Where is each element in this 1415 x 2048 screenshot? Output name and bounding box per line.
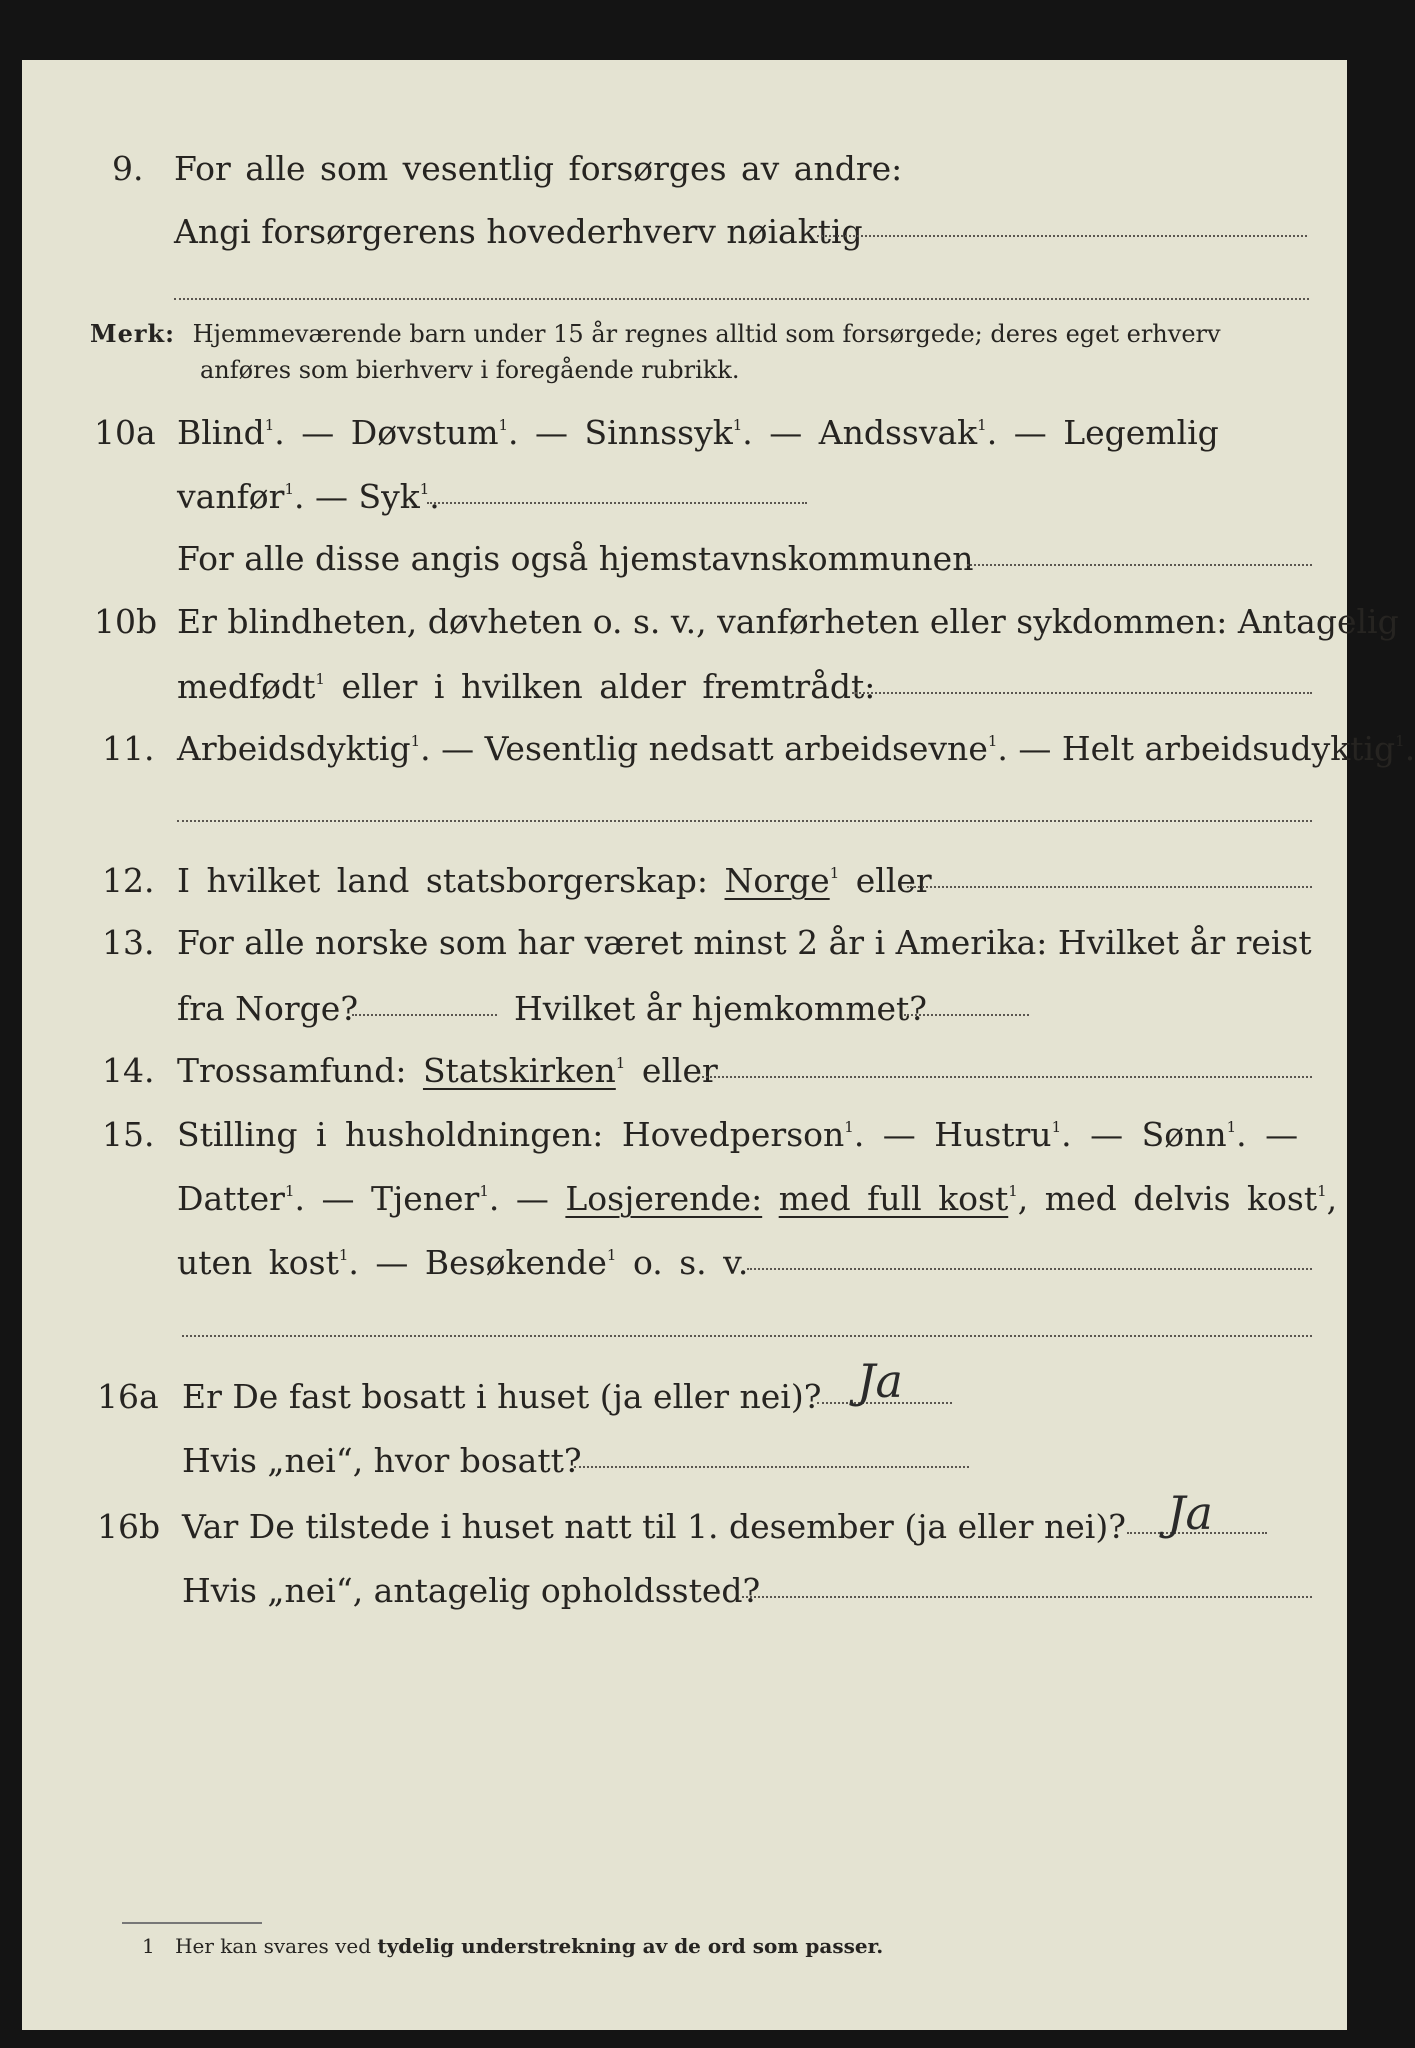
item-16a-handwritten-answer: Ja	[857, 1354, 903, 1408]
footnote-rule	[122, 1922, 262, 1924]
item-13-number: 13.	[102, 923, 155, 962]
option-legemlig[interactable]: Legemlig	[1063, 413, 1219, 452]
item-13-fra: fra Norge?	[177, 989, 359, 1028]
item-9-answer-line-2[interactable]	[174, 298, 1309, 300]
option-vanfor[interactable]: vanfør	[177, 477, 285, 516]
item-16a-bosatt-line[interactable]	[574, 1466, 969, 1468]
footnote-text: Her kan svares ved	[175, 1934, 372, 1958]
item-10a-line-2: vanfør$^1$. — Syk$^1$.	[177, 477, 440, 516]
item-10b-line-1: Er blindheten, døvheten o. s. v., vanførheten eller sykdommen: Antagelig	[177, 602, 1399, 641]
item-16b-opholdssted-line[interactable]	[742, 1596, 1312, 1598]
item-15-answer-line[interactable]	[747, 1268, 1312, 1270]
item-10a-answer-line[interactable]	[427, 502, 807, 504]
option-arbeidsdyktig[interactable]: Arbeidsdyktig	[177, 729, 411, 768]
option-hovedperson[interactable]: Hovedperson	[621, 1115, 845, 1154]
item-11-answer-line[interactable]	[177, 820, 1312, 822]
item-15-answer-line-2[interactable]	[182, 1335, 1312, 1337]
item-13-line-1: For alle norske som har været minst 2 år i Amerika: Hvilket år reist	[177, 923, 1312, 962]
item-10b-line-2: medfødt$^1$ eller i hvilken alder fremtrådt:	[177, 667, 876, 706]
item-13-hjem-line[interactable]	[904, 1014, 1029, 1016]
option-tjener[interactable]: Tjener	[371, 1179, 480, 1218]
item-12-answer-line[interactable]	[907, 886, 1312, 888]
item-9-question: For alle som vesentlig forsørges av andre:	[174, 149, 903, 188]
item-13-hjem: Hvilket år hjemkommet?	[514, 989, 927, 1028]
item-11-options: Arbeidsdyktig$^1$. — Vesentlig nedsatt arbeidsevne$^1$. — Helt arbeidsudyktig$^1$.	[177, 729, 1415, 768]
item-16a-line-1: Er De fast bosatt i huset (ja eller nei)?	[182, 1377, 822, 1416]
item-15-number: 15.	[102, 1115, 155, 1154]
option-besokende[interactable]: Besøkende	[424, 1243, 607, 1282]
option-datter[interactable]: Datter	[177, 1179, 285, 1218]
item-16b-line-2: Hvis „nei“, antagelig opholdssted?	[182, 1571, 761, 1610]
footnote	[142, 1936, 883, 1956]
option-sonn[interactable]: Sønn	[1141, 1115, 1227, 1154]
option-nedsatt[interactable]: Vesentlig nedsatt arbeidsevne	[484, 729, 988, 768]
item-9-answer-line[interactable]	[817, 235, 1307, 237]
item-15-line-2: Datter$^1$. — Tjener$^1$. — Losjerende: med full kost$^1$, med delvis kost$^1$,	[177, 1179, 1338, 1218]
option-blind[interactable]: Blind	[177, 413, 265, 452]
item-11-number: 11.	[102, 729, 155, 768]
footnote-bold-text: tydelig understrekning av de ord som passer.	[377, 1934, 884, 1958]
item-14-line: Trossamfund: Statskirken$^1$ eller	[177, 1051, 718, 1090]
merk-note	[90, 319, 1221, 348]
option-syk[interactable]: Syk	[358, 477, 420, 516]
item-12-number: 12.	[102, 861, 155, 900]
footnote-mark: 1	[142, 1934, 155, 1958]
option-andssvak[interactable]: Andssvak	[818, 413, 978, 452]
item-15-line-3: uten kost$^1$. — Besøkende$^1$ o. s. v.	[177, 1243, 749, 1282]
option-med-full-kost-underlined[interactable]: med full kost	[778, 1179, 1009, 1218]
item-10b-number: 10b	[94, 602, 158, 641]
item-9-prompt: Angi forsørgerens hovederhverv nøiaktig	[174, 212, 863, 251]
item-14-number: 14.	[102, 1051, 155, 1090]
item-13-fra-line[interactable]	[352, 1014, 497, 1016]
item-10a-line-3: For alle disse angis også hjemstavnskommunen	[177, 539, 974, 578]
option-sinnssyk[interactable]: Sinnssyk	[584, 413, 733, 452]
item-10a-number: 10a	[94, 413, 156, 452]
item-16b-handwritten-answer: Ja	[1167, 1486, 1213, 1540]
item-10a-line-1: Blind$^1$. — Døvstum$^1$. — Sinnssyk$^1$. — Andssvak$^1$. — Legemlig	[177, 413, 1219, 452]
option-uten-kost[interactable]: uten kost	[177, 1243, 339, 1282]
item-12-line: I hvilket land statsborgerskap: Norge$^1$ eller	[177, 861, 932, 900]
option-losjerende-underlined[interactable]: Losjerende:	[565, 1179, 763, 1218]
item-16a-line-2: Hvis „nei“, hvor bosatt?	[182, 1441, 582, 1480]
item-16a-number: 16a	[97, 1377, 159, 1416]
option-medfodt[interactable]: medfødt	[177, 667, 316, 706]
merk-label: Merk:	[90, 319, 175, 348]
item-9-number: 9.	[112, 149, 144, 188]
item-15-line-1: Stilling i husholdningen: Hovedperson$^1$. — Hustru$^1$. — Sønn$^1$. —	[177, 1115, 1299, 1154]
option-dovstum[interactable]: Døvstum	[350, 413, 499, 452]
option-hustru[interactable]: Hustru	[934, 1115, 1052, 1154]
merk-text-1: Hjemmeværende barn under 15 år regnes alltid som forsørgede; deres eget erhverv	[192, 320, 1221, 348]
option-udyktig[interactable]: Helt arbeidsudyktig	[1061, 729, 1396, 768]
option-statskirken-underlined[interactable]: Statskirken	[422, 1051, 616, 1090]
item-14-answer-line[interactable]	[702, 1076, 1312, 1078]
item-16b-line-1: Var De tilstede i huset natt til 1. desember (ja eller nei)?	[182, 1507, 1126, 1546]
item-10a-hjemstavn-line[interactable]	[967, 564, 1312, 566]
option-norge-underlined[interactable]: Norge	[724, 861, 830, 900]
census-form-page	[22, 60, 1415, 2030]
item-16b-number: 16b	[97, 1507, 161, 1546]
merk-text-2: anføres som bierhverv i foregående rubrikk.	[200, 356, 740, 384]
option-med-delvis-kost[interactable]: med delvis kost	[1044, 1179, 1318, 1218]
item-10b-answer-line[interactable]	[852, 692, 1312, 694]
